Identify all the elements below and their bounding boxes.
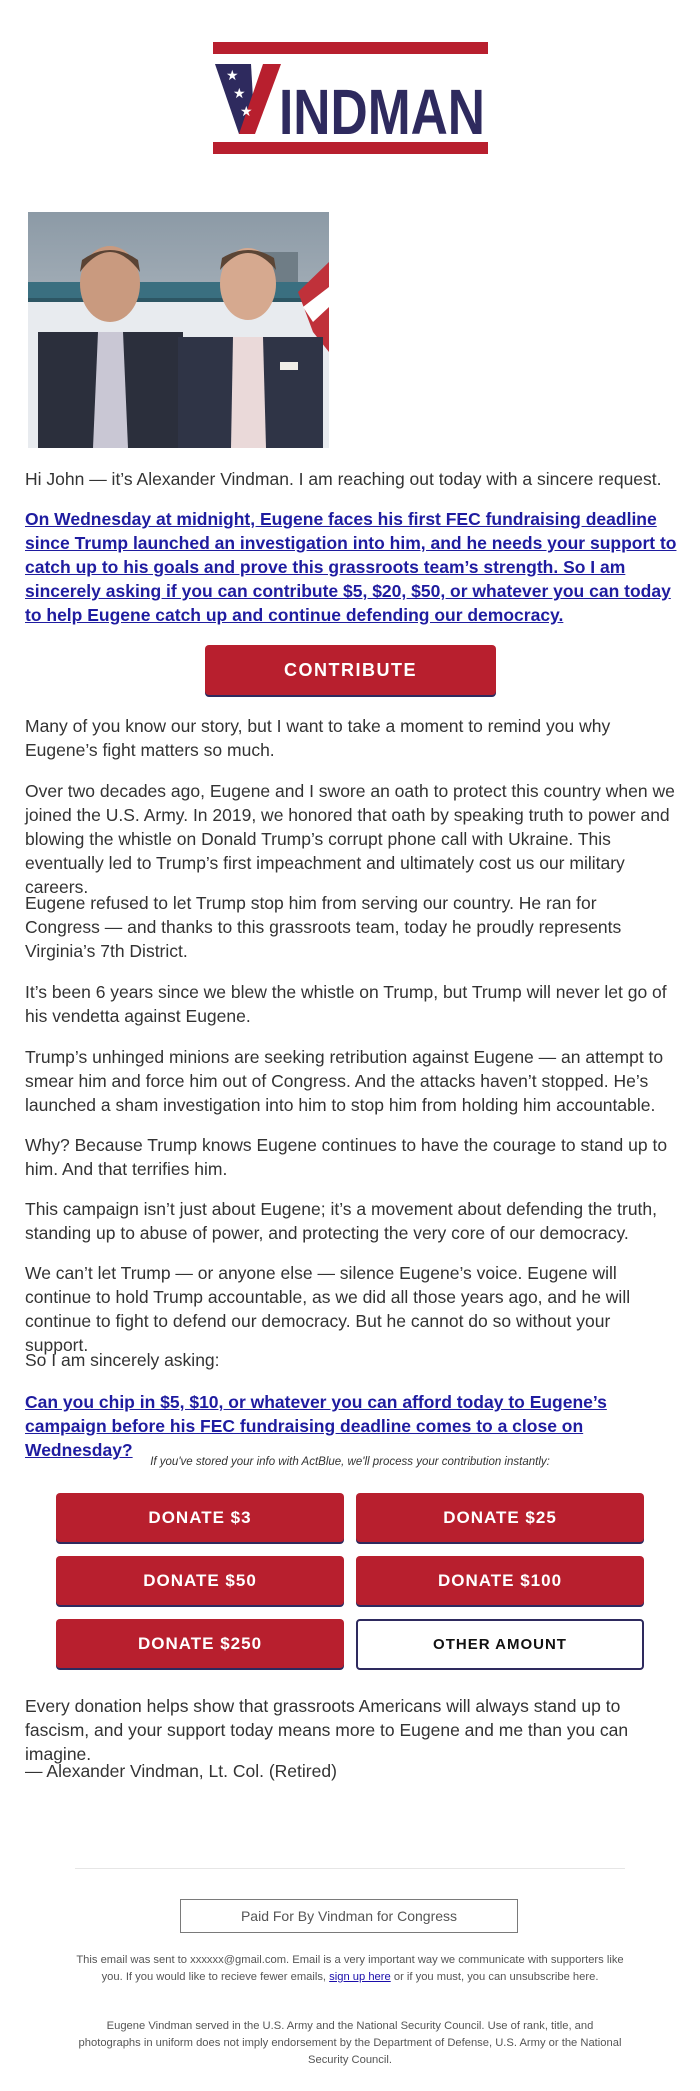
body-paragraph: We can’t let Trump — or anyone else — silence Eugene’s voice. Eugene will continue to hold Trump accountable, as we did all those years ago, and he will continue to fight to defend our democracy. But he cannot do so without your support. (25, 1263, 631, 1355)
two-men-photo (28, 212, 329, 448)
deadline-link[interactable]: On Wednesday at midnight, Eugene faces his first FEC fundraising deadline since Trump launched an investigation into him, and he needs your support to catch up to his goals and prove this grassroots team’s strength. So I am sincerely asking if you can contribute $5, $20, $50, or whatever you can today to help Eugene catch up and continue defending our democracy. (25, 509, 677, 625)
signature: — Alexander Vindman, Lt. Col. (Retired) (25, 1761, 337, 1781)
contribute-button[interactable]: CONTRIBUTE (205, 645, 496, 695)
signup-link[interactable]: sign up here (329, 1971, 391, 1983)
footer-disclaimer: Eugene Vindman served in the U.S. Army and the National Security Council. Use of rank, title, and photographs in uniform does not imply endorsement by the Department of Defense, U.S. Army or the National Security Council. (78, 2020, 622, 2066)
body-paragraph: This campaign isn’t just about Eugene; it’s a movement about defending the truth, standing up to abuse of power, and protecting the very core of our democracy. (25, 1199, 658, 1243)
actblue-note: If you've stored your info with ActBlue, we'll process your contribution instantly: (150, 1456, 550, 1468)
svg-text:★: ★ (226, 68, 239, 84)
closing-text: Every donation helps show that grassroots Americans will always stand up to fascism, and your support today means more to Eugene and me than you can imagine. (25, 1696, 629, 1764)
logo-wordmark: INDMAN (279, 76, 485, 148)
svg-text:★: ★ (240, 104, 253, 120)
body-paragraph: Many of you know our story, but I want to take a moment to remind you why Eugene’s fight matters so much. (25, 716, 611, 760)
footer-divider (75, 1868, 625, 1869)
intro-text: Hi John — it’s Alexander Vindman. I am reaching out today with a sincere request. (25, 469, 662, 489)
donate-50-button[interactable]: DONATE $50 (56, 1556, 344, 1605)
donate-25-button[interactable]: DONATE $25 (356, 1493, 644, 1542)
footer-notice (75, 1952, 625, 1986)
footer-sent-text: This email was sent to xxxxxx@gmail.com. Email is a very important way we communicate with supporters like you. If you would like to recieve fewer emails, (76, 1954, 624, 1983)
donate-100-button[interactable]: DONATE $100 (356, 1556, 644, 1605)
body-paragraph: Eugene refused to let Trump stop him from serving our country. He ran for Congress — and thanks to this grassroots team, today he proudly represents Virginia’s 7th District. (25, 893, 622, 961)
ask-link[interactable]: Can you chip in $5, $10, or whatever you can afford today to Eugene’s campaign before his FEC fundraising deadline comes to a close on Wednesday? (25, 1392, 607, 1460)
ask-lead (25, 1390, 680, 1462)
footer-unsubscribe-text: or if you must, you can unsubscribe here. (390, 1971, 599, 1983)
vindman-logo (213, 42, 488, 154)
donate-3-button[interactable]: DONATE $3 (56, 1493, 344, 1542)
body-paragraph: It’s been 6 years since we blew the whistle on Trump, but Trump will never let go of his vendetta against Eugene. (25, 982, 667, 1026)
other-amount-button[interactable]: OTHER AMOUNT (356, 1619, 644, 1670)
svg-text:★: ★ (233, 86, 246, 102)
body-paragraph: Trump’s unhinged minions are seeking retribution against Eugene — an attempt to smear him and force him out of Congress. And the attacks haven’t stopped. He’s launched a sham investigation into him to stop him from holding him accountable. (25, 1047, 664, 1115)
deadline-lead (25, 507, 680, 627)
body-paragraph: Over two decades ago, Eugene and I swore an oath to protect this country when we joined the U.S. Army. In 2019, we honored that oath by speaking truth to power and blowing the whistle on Donald Trump’s corrupt phone call with Ukraine. This eventually led to Trump’s first impeachment and ultimately cost us our military careers. (25, 781, 675, 897)
body-paragraph: So I am sincerely asking: (25, 1350, 220, 1370)
body-paragraph: Why? Because Trump knows Eugene continues to have the courage to stand up to him. And that terrifies him. (25, 1135, 668, 1179)
donate-250-button[interactable]: DONATE $250 (56, 1619, 344, 1668)
paid-for-box: Paid For By Vindman for Congress (180, 1899, 518, 1933)
